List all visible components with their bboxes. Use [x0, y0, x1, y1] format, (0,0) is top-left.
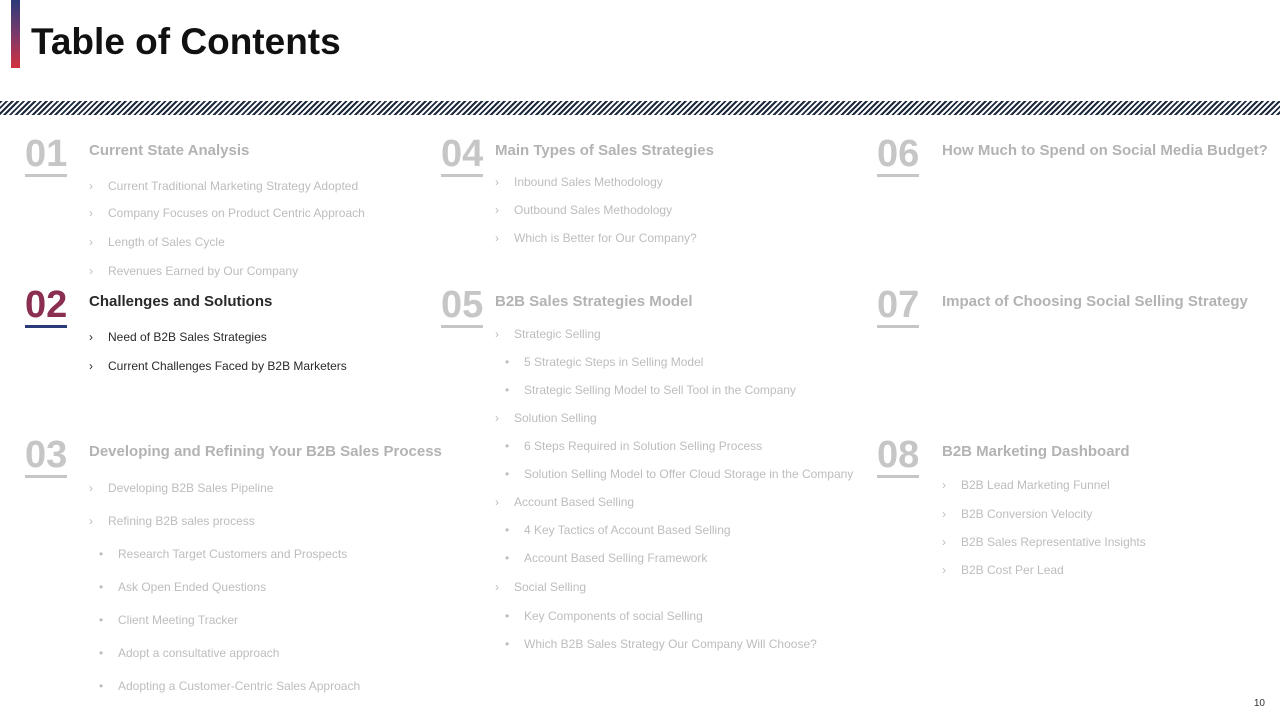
toc-item-label: Account Based Selling [514, 495, 635, 509]
toc-item-label: Company Focuses on Product Centric Approach [108, 206, 365, 220]
bullet-icon: • [505, 383, 510, 397]
bullet-icon: • [99, 613, 104, 627]
section-title[interactable]: B2B Marketing Dashboard [942, 443, 1130, 460]
chevron-right-icon: › [942, 535, 946, 549]
chevron-right-icon: › [495, 175, 499, 189]
section-number: 07 [877, 284, 920, 326]
bullet-icon: • [505, 551, 510, 565]
bullet-icon: • [99, 547, 104, 561]
chevron-right-icon: › [495, 203, 499, 217]
section-number: 04 [441, 133, 484, 175]
bullet-icon: • [99, 646, 104, 660]
hatched-divider [0, 101, 1280, 115]
section-title[interactable]: Current State Analysis [89, 142, 250, 159]
toc-item-label: Solution Selling [514, 411, 597, 425]
toc-item-label: Solution Selling Model to Offer Cloud Storage in the Company [524, 467, 854, 481]
toc-item-label: Adopting a Customer-Centric Sales Approach [118, 679, 361, 693]
toc-item-label: Inbound Sales Methodology [514, 175, 663, 189]
chevron-right-icon: › [495, 327, 499, 341]
chevron-right-icon: › [89, 514, 93, 528]
toc-item-label: Ask Open Ended Questions [118, 580, 267, 594]
chevron-right-icon: › [495, 231, 499, 245]
toc-item-label: Current Challenges Faced by B2B Marketers [108, 359, 347, 373]
toc-item-label: Account Based Selling Framework [524, 551, 708, 565]
section-title[interactable]: Challenges and Solutions [89, 293, 273, 310]
section-number: 08 [877, 434, 920, 476]
chevron-right-icon: › [942, 563, 946, 577]
bullet-icon: • [99, 580, 104, 594]
chevron-right-icon: › [495, 411, 499, 425]
toc-item-label: 6 Steps Required in Solution Selling Process [524, 439, 763, 453]
chevron-right-icon: › [495, 495, 499, 509]
bullet-icon: • [505, 523, 510, 537]
bullet-icon: • [505, 609, 510, 623]
chevron-right-icon: › [495, 580, 499, 594]
chevron-right-icon: › [89, 179, 93, 193]
toc-item-label: Adopt a consultative approach [118, 646, 280, 660]
section-title[interactable]: Main Types of Sales Strategies [495, 142, 714, 159]
toc-item-label: Which B2B Sales Strategy Our Company Will Choose? [524, 637, 817, 651]
toc-item-label: Revenues Earned by Our Company [108, 264, 299, 278]
section-number: 06 [877, 133, 920, 175]
section-number: 02 [25, 284, 68, 326]
toc-item-label: Which is Better for Our Company? [514, 231, 697, 245]
title-accent-bar [11, 0, 20, 68]
chevron-right-icon: › [89, 235, 93, 249]
chevron-right-icon: › [942, 507, 946, 521]
toc-item-label: Outbound Sales Methodology [514, 203, 673, 217]
chevron-right-icon: › [89, 359, 93, 373]
section-title[interactable]: Impact of Choosing Social Selling Strategy [942, 293, 1248, 310]
page-title: Table of Contents [31, 21, 341, 62]
toc-item-label: B2B Cost Per Lead [961, 563, 1064, 577]
toc-item-label: Key Components of social Selling [524, 609, 703, 623]
bullet-icon: • [505, 355, 510, 369]
toc-item-label: Strategic Selling [514, 327, 601, 341]
toc-item-label: Client Meeting Tracker [118, 613, 239, 627]
page-number: 10 [1253, 698, 1265, 709]
toc-item-label: B2B Conversion Velocity [961, 507, 1093, 521]
chevron-right-icon: › [89, 330, 93, 344]
section-number: 05 [441, 284, 484, 326]
bullet-icon: • [505, 439, 510, 453]
section-number: 01 [25, 133, 68, 175]
toc-item-label: Strategic Selling Model to Sell Tool in the Company [524, 383, 796, 397]
toc-item-label: 5 Strategic Steps in Selling Model [524, 355, 704, 369]
chevron-right-icon: › [89, 264, 93, 278]
chevron-right-icon: › [89, 206, 93, 220]
chevron-right-icon: › [89, 481, 93, 495]
toc-item-label: Research Target Customers and Prospects [118, 547, 348, 561]
toc-item-label: Length of Sales Cycle [108, 235, 225, 249]
chevron-right-icon: › [942, 478, 946, 492]
section-title[interactable]: B2B Sales Strategies Model [495, 293, 693, 310]
section-title[interactable]: Developing and Refining Your B2B Sales Process [89, 443, 442, 460]
section-title[interactable]: How Much to Spend on Social Media Budget? [942, 142, 1268, 159]
toc-item-label: 4 Key Tactics of Account Based Selling [524, 523, 731, 537]
toc-item-label: B2B Lead Marketing Funnel [961, 478, 1110, 492]
toc-item-label: Refining B2B sales process [108, 514, 255, 528]
toc-item-label: Developing B2B Sales Pipeline [108, 481, 274, 495]
toc-item-label: Need of B2B Sales Strategies [108, 330, 267, 344]
bullet-icon: • [505, 637, 510, 651]
toc-item-label: B2B Sales Representative Insights [961, 535, 1146, 549]
toc-item-label: Social Selling [514, 580, 587, 594]
bullet-icon: • [505, 467, 510, 481]
toc-item-label: Current Traditional Marketing Strategy Adopted [108, 179, 359, 193]
bullet-icon: • [99, 679, 104, 693]
section-number: 03 [25, 434, 68, 476]
